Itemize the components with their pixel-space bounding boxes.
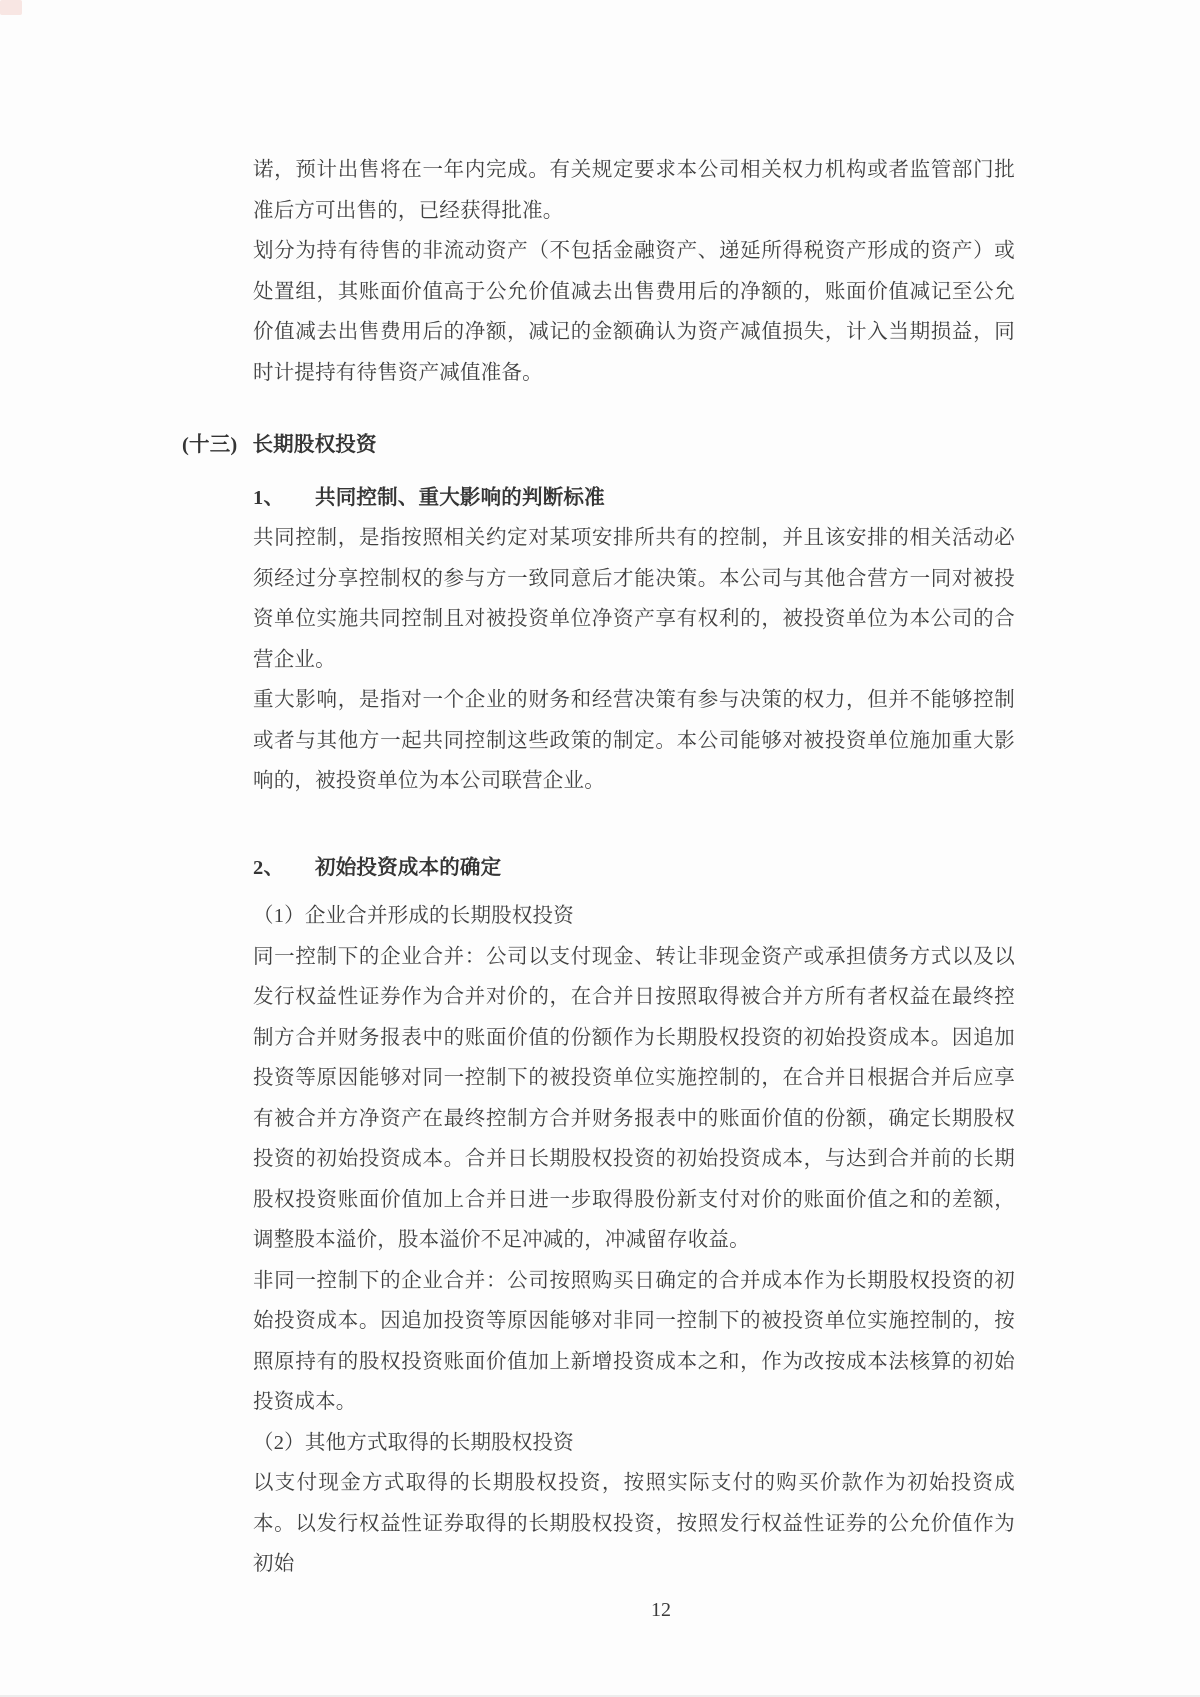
subsection-1-number: 1、 bbox=[253, 486, 285, 509]
list-item-2-heading: （2）其他方式取得的长期股权投资 bbox=[253, 1431, 574, 1454]
scan-artifact-mark bbox=[0, 0, 22, 15]
paragraph-joint-control: 共同控制，是指按照相关约定对某项安排所共有的控制，并且该安排的相关活动必须经过分享控制权的参与方一致同意后才能决策。本公司与其他合营方一同对被投资单位实施共同控制且对被投资单位净资产享有权利的，被投资单位为本公司的合营企业。 bbox=[253, 527, 1015, 671]
document-body bbox=[182, 0, 1015, 1630]
paragraph-same-control-merger: 同一控制下的企业合并：公司以支付现金、转让非现金资产或承担债务方式以及以发行权益性证券作为合并对价的，在合并日按照取得被合并方所有者权益在最终控制方合并财务报表中的账面价值的份额作为长期股权投资的初始投资成本。因追加投资等原因能够对同一控制下的被投资单位实施控制的，在合并日根据合并后应享有被合并方净资产在最终控制方合并财务报表中的账面价值的份额，确定长期股权投资的初始投资成本。合并日长期股权投资的初始投资成本，与达到合并前的长期股权投资账面价值加上合并日进一步取得股份新支付对价的账面价值之和的差额，调整股本溢价，股本溢价不足冲减的，冲减留存收益。 bbox=[253, 945, 1015, 1251]
paragraph-sale-commitment: 诺，预计出售将在一年内完成。有关规定要求本公司相关权力机构或者监管部门批准后方可出售的，已经获得批准。 bbox=[253, 159, 1015, 222]
paragraph-cash-acquisition: 以支付现金方式取得的长期股权投资，按照实际支付的购买价款作为初始投资成本。以发行权益性证券取得的长期股权投资，按照发行权益性证券的公允价值作为初始 bbox=[253, 1472, 1015, 1575]
subsection-2-number: 2、 bbox=[253, 856, 285, 879]
subsection-2-title: 初始投资成本的确定 bbox=[315, 856, 502, 879]
section-13-title: 长期股权投资 bbox=[252, 434, 377, 456]
paragraph-held-for-sale: 划分为持有待售的非流动资产（不包括金融资产、递延所得税资产形成的资产）或处置组，其账面价值高于公允价值减去出售费用后的净额的，账面价值减记至公允价值减去出售费用后的净额，减记的金额确认为资产减值损失，计入当期损益，同时计提持有待售资产减值准备。 bbox=[253, 240, 1015, 384]
subsection-heading-1 bbox=[253, 478, 1015, 519]
section-heading-13 bbox=[182, 425, 1015, 466]
paragraph-significant-influence: 重大影响，是指对一个企业的财务和经营决策有参与决策的权力，但并不能够控制或者与其他方一起共同控制这些政策的制定。本公司能够对被投资单位施加重大影响的，被投资单位为本公司联营企业。 bbox=[253, 689, 1015, 792]
paragraph-non-same-control-merger: 非同一控制下的企业合并：公司按照购买日确定的合并成本作为长期股权投资的初始投资成本。因追加投资等原因能够对非同一控制下的被投资单位实施控制的，按照原持有的股权投资账面价值加上新增投资成本之和，作为改按成本法核算的初始投资成本。 bbox=[253, 1269, 1015, 1413]
page-number: 12 bbox=[651, 1598, 671, 1621]
list-item-1-heading: （1）企业合并形成的长期股权投资 bbox=[253, 905, 574, 927]
subsection-1-title: 共同控制、重大影响的判断标准 bbox=[315, 486, 605, 509]
subsection-heading-2 bbox=[253, 848, 1015, 889]
section-13-number: (十三) bbox=[182, 434, 238, 456]
